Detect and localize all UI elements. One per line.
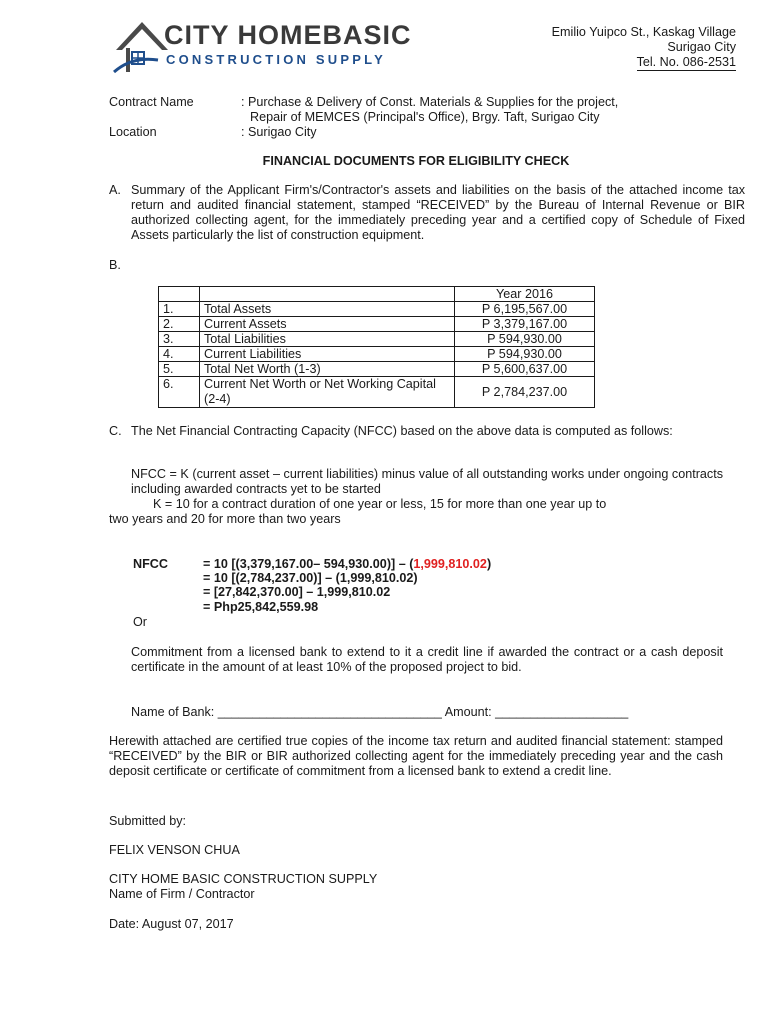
row-value: P 594,930.00: [455, 347, 595, 362]
table-row: [159, 317, 595, 332]
table-row: [159, 347, 595, 362]
address-line-1: Emilio Yuipco St., Kaskag Village: [551, 25, 736, 39]
section-a-text: Summary of the Applicant Firm's/Contractor's assets and liabilities on the basis of the attached income tax return and audited financial statement, stamped “RECEIVED” by the Bureau of Internal Revenue or BIR authorized collecting agent, for the immediately preceding year and a certified copy of Schedule of Fixed Assets particularly the list of construction equipment.: [131, 183, 745, 242]
row-value: P 6,195,567.00: [455, 302, 595, 317]
company-logo: [112, 16, 412, 74]
table-row: [159, 302, 595, 317]
nfcc-label: NFCC: [133, 557, 168, 571]
row-number: 3.: [159, 332, 200, 347]
section-c-marker: C.: [109, 424, 122, 438]
nfcc-line-1-suffix: ): [486, 557, 492, 571]
contract-name-value: : Purchase & Delivery of Const. Materials & Supplies for the project,: [241, 95, 619, 109]
row-number: 1.: [159, 302, 200, 317]
section-a: [109, 183, 745, 243]
nfcc-line-1-prefix: = 10 [(3,379,167.00– 594,930.00)] – (: [203, 557, 414, 571]
attached-statement: Herewith attached are certified true copies of the income tax return and audited financial statement: stamped “RECEIVED” by the BIR or BIR authorized collecting agent for the immediately preceding year and the cash deposit certificate or certificate of commitment from a licensed bank to extend a credit line.: [109, 734, 723, 778]
row-item: Current Net Worth or Net Working Capital (2-4): [200, 377, 455, 408]
table-row: [159, 332, 595, 347]
company-tagline: CONSTRUCTION SUPPLY: [166, 52, 386, 67]
row-number: 2.: [159, 317, 200, 332]
row-item: Total Assets: [200, 302, 455, 317]
document-title: FINANCIAL DOCUMENTS FOR ELIGIBILITY CHECK: [262, 154, 570, 168]
financial-summary-table: [158, 286, 595, 408]
or-text: Or: [133, 615, 147, 629]
table-row: [159, 377, 595, 408]
contract-name-row: [109, 95, 618, 110]
telephone-number: Tel. No. 086-2531: [636, 55, 736, 69]
address-line-2: Surigao City: [667, 40, 736, 54]
k-definition-line-1: K = 10 for a contract duration of one year or less, 15 for more than one year up to: [153, 497, 607, 511]
section-c-text: The Net Financial Contracting Capacity (NFCC) based on the above data is computed as follows:: [131, 424, 673, 438]
nfcc-line-1: [203, 557, 491, 572]
location-label: Location: [109, 125, 157, 139]
row-item: Total Net Worth (1-3): [200, 362, 455, 377]
commitment-text: Commitment from a licensed bank to extend to it a credit line if awarded the contract or a cash deposit certificate in the amount of at least 10% of the proposed project to bid.: [131, 645, 723, 674]
year-header: Year 2016: [455, 287, 595, 302]
location-row: [109, 125, 317, 140]
bank-amount-line: Name of Bank: ________________________________ Amount: ___________________: [131, 705, 629, 719]
row-item: Current Liabilities: [200, 347, 455, 362]
row-item: Total Liabilities: [200, 332, 455, 347]
section-b-marker: B.: [109, 258, 121, 272]
table-header-row: [159, 287, 595, 302]
contract-name-value-line-2: Repair of MEMCES (Principal's Office), Brgy. Taft, Surigao City: [250, 110, 600, 124]
location-value: : Surigao City: [241, 125, 317, 139]
nfcc-line-3: = [27,842,370.00] – 1,999,810.02: [203, 585, 391, 599]
section-c: [109, 424, 745, 439]
row-number: 5.: [159, 362, 200, 377]
nfcc-formula: NFCC = K (current asset – current liabilities) minus value of all outstanding works under ongoing contracts including awarded contracts yet to be started: [131, 467, 723, 496]
row-number: 6.: [159, 377, 200, 408]
row-value: P 594,930.00: [455, 332, 595, 347]
signatory-name: FELIX VENSON CHUA: [109, 843, 240, 857]
k-definition-line-2: two years and 20 for more than two years: [109, 512, 341, 526]
firm-label: Name of Firm / Contractor: [109, 887, 255, 901]
row-value: P 3,379,167.00: [455, 317, 595, 332]
row-item: Current Assets: [200, 317, 455, 332]
header-blank-num: [159, 287, 200, 302]
nfcc-red-amount: 1,999,810.02: [413, 557, 487, 571]
nfcc-result: = Php25,842,559.98: [203, 600, 319, 614]
row-number: 4.: [159, 347, 200, 362]
company-address: [552, 25, 736, 70]
table-row: [159, 362, 595, 377]
firm-name: CITY HOME BASIC CONSTRUCTION SUPPLY: [109, 872, 378, 886]
header-blank-item: [200, 287, 455, 302]
submitted-by-label: Submitted by:: [109, 814, 187, 828]
row-value: P 2,784,237.00: [455, 377, 595, 408]
contract-name-label: Contract Name: [109, 95, 194, 109]
row-value: P 5,600,637.00: [455, 362, 595, 377]
company-name: CITY HOMEBASIC: [164, 20, 412, 50]
section-a-marker: A.: [109, 183, 121, 197]
house-logo-icon: [112, 16, 172, 74]
document-date: Date: August 07, 2017: [109, 917, 234, 931]
nfcc-line-2: = 10 [(2,784,237.00)] – (1,999,810.02): [203, 571, 418, 585]
